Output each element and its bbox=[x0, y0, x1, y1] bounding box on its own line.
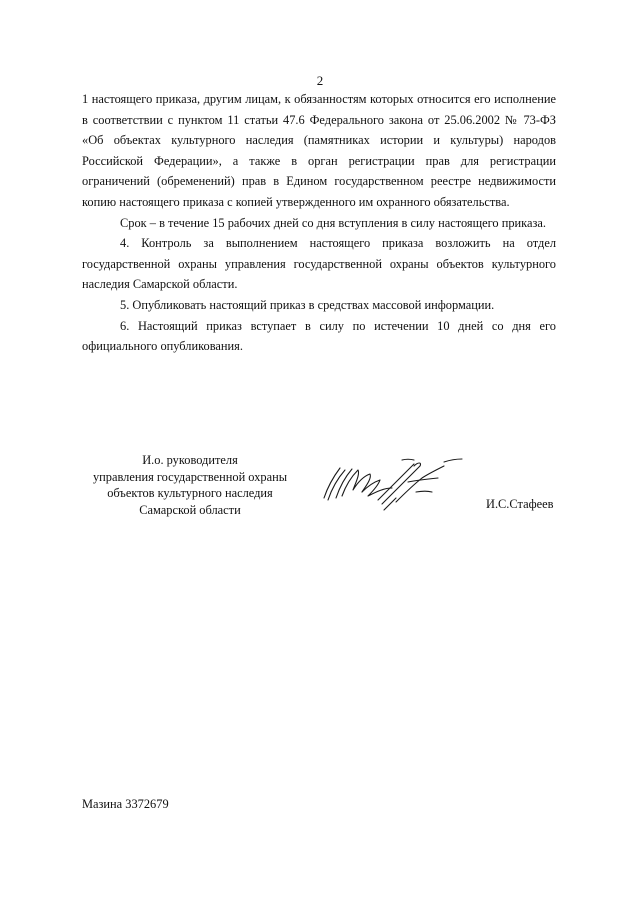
handwritten-signature bbox=[318, 452, 468, 522]
position-line: управления государственной охраны bbox=[92, 469, 288, 484]
position-line: Самарской области bbox=[139, 502, 241, 517]
paragraph-item-6: 6. Настоящий приказ вступает в силу по истечении 10 дней со дня его официального опубликования. bbox=[82, 318, 556, 354]
paragraph-item-4: 4. Контроль за выполнением настоящего приказа возложить на отдел государственной охраны управления государственной охраны объектов культурного наследия Самарской области. bbox=[82, 236, 556, 292]
paragraph-continuation: 1 настоящего приказа, другим лицам, к обязанностям которых относится его исполнение в соответствии с пунктом 11 статьи 47.6 Федерального закона от 25.06.2002 № 73-ФЗ «Об объектах культурного наследия (памятниках истории и культуры) народов Российской Федерации», а также в орган регистрации прав для регистрации ограничений (обременений) прав в Едином государственном реестре недвижимости копию настоящего приказа с копией утвержденного им охранного обязательства. bbox=[82, 92, 556, 209]
document-body bbox=[82, 89, 556, 357]
signer-name: И.С.Стафеев bbox=[486, 497, 554, 511]
executor-note: Мазина 3372679 bbox=[82, 797, 169, 811]
page-number: 2 bbox=[316, 73, 324, 88]
position-line: И.о. руководителя bbox=[142, 453, 238, 467]
position-line: объектов культурного наследия bbox=[107, 486, 273, 500]
paragraph-item-5: 5. Опубликовать настоящий приказ в средствах массовой информации. bbox=[120, 297, 495, 312]
signatory-position bbox=[80, 452, 300, 518]
paragraph-deadline: Срок – в течение 15 рабочих дней со дня вступления в силу настоящего приказа. bbox=[120, 215, 546, 230]
